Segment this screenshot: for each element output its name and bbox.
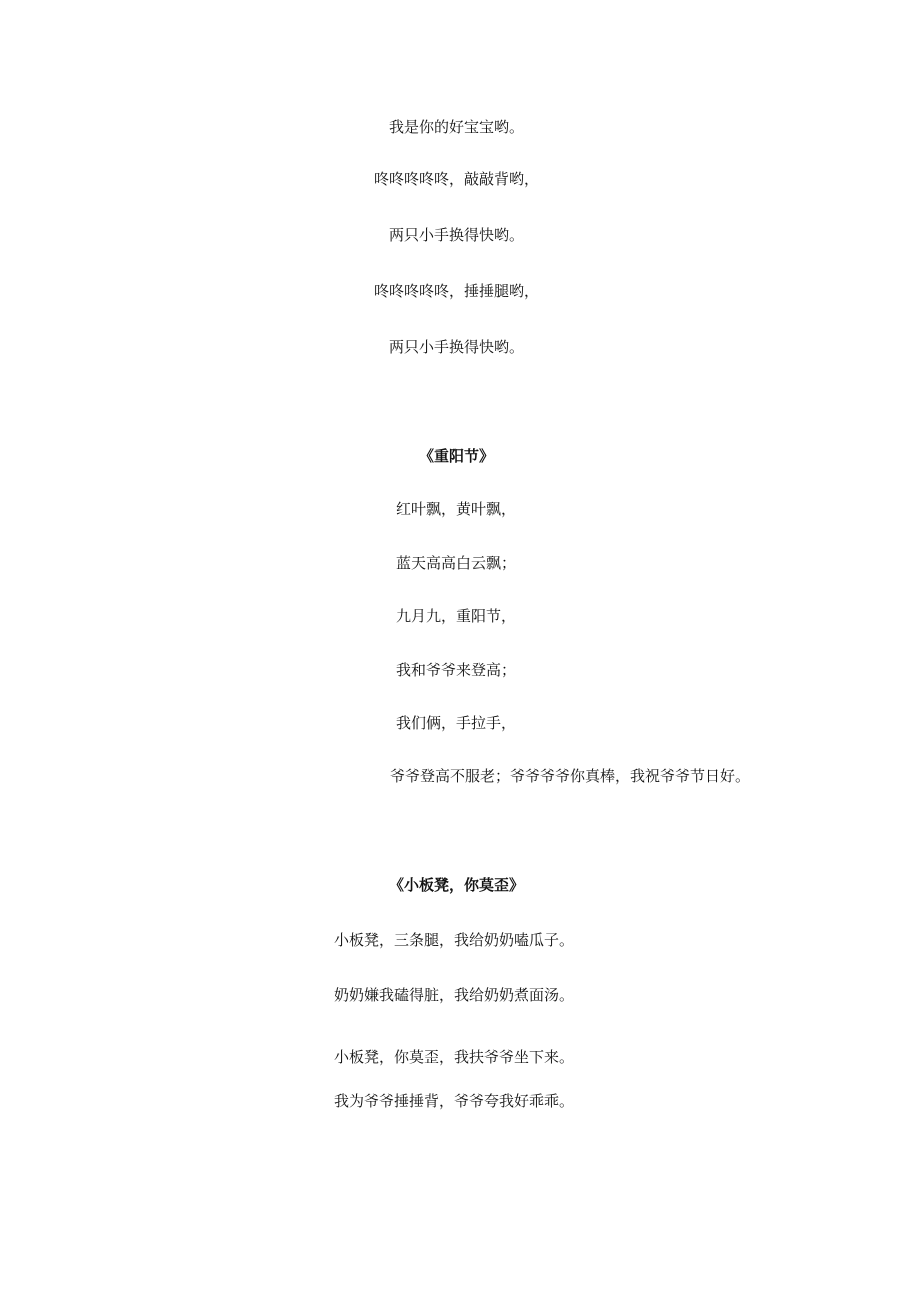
verse-line: 我们俩，手拉手， bbox=[396, 714, 517, 732]
verse-line: 咚咚咚咚咚，捶捶腿哟， bbox=[374, 282, 540, 300]
verse-line: 咚咚咚咚咚，敲敲背哟， bbox=[374, 170, 540, 188]
verse-line: 爷爷登高不服老；爷爷爷爷你真棒，我祝爷爷节日好。 bbox=[390, 767, 751, 785]
verse-line: 小板凳，你莫歪，我扶爷爷坐下来。 bbox=[334, 1048, 575, 1066]
verse-line: 蓝天高高白云飘； bbox=[396, 554, 517, 572]
verse-line: 两只小手换得快哟。 bbox=[389, 226, 525, 244]
verse-line: 九月九，重阳节， bbox=[396, 607, 517, 625]
poem-title: 《重阳节》 bbox=[419, 447, 495, 465]
verse-line: 我为爷爷捶捶背，爷爷夸我好乖乖。 bbox=[334, 1092, 575, 1110]
verse-line: 两只小手换得快哟。 bbox=[389, 338, 525, 356]
poem-title: 《小板凳，你莫歪》 bbox=[389, 876, 525, 894]
verse-line: 我和爷爷来登高； bbox=[396, 661, 517, 679]
verse-line: 我是你的好宝宝哟。 bbox=[389, 118, 525, 136]
verse-line: 红叶飘，黄叶飘， bbox=[396, 500, 517, 518]
verse-line: 小板凳，三条腿，我给奶奶嗑瓜子。 bbox=[334, 931, 575, 949]
verse-line: 奶奶嫌我磕得脏，我给奶奶煮面汤。 bbox=[334, 986, 575, 1004]
